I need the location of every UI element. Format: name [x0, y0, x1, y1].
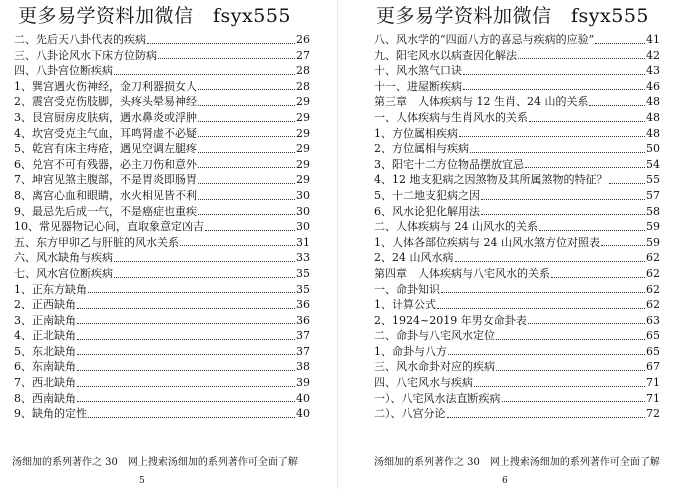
toc-entry-title: 三、风水命卦对应的疾病 [374, 360, 495, 374]
toc-entry-page: 41 [646, 33, 660, 46]
toc-entry-page: 67 [646, 360, 660, 374]
toc-entry-title: 2、1924~2019 年男女命卦表 [374, 313, 527, 327]
toc-entry-page: 40 [296, 391, 310, 405]
dot-leader [463, 89, 645, 90]
dot-leader [474, 386, 645, 387]
dot-leader [447, 417, 646, 418]
dot-leader [114, 277, 295, 278]
toc-entry [374, 313, 660, 329]
toc-entry [14, 328, 310, 344]
toc-entry-title: 六、风水缺角与疾病 [14, 251, 113, 265]
toc-entry-title: 9、最忌先后成一气，不是癌症也重疾 [14, 204, 197, 218]
toc-entry [14, 48, 310, 64]
toc-entry-title: 1、命卦与八方 [374, 344, 447, 358]
toc-entry [14, 63, 310, 79]
dot-leader [88, 417, 295, 418]
toc-entry [374, 219, 660, 235]
toc-entry [374, 328, 660, 344]
dot-leader [198, 167, 295, 168]
toc-entry-page: 46 [646, 79, 660, 93]
toc-entry-page: 48 [646, 110, 660, 124]
toc-entry-page: 48 [646, 95, 660, 109]
toc-entry-page: 40 [296, 407, 310, 421]
toc-entry-title: 5、十二地支犯病之因 [374, 188, 480, 202]
toc-entry-title: 5、乾宫有床主痔疮，遇见空调左腿疼 [14, 142, 197, 156]
dot-leader [205, 230, 295, 231]
dot-leader [441, 292, 645, 293]
dot-leader [589, 105, 645, 106]
toc-entry-title: 8、西南缺角 [14, 391, 76, 405]
toc-entry-title: 8、离宫心血和眼睛，水火相见皆不利 [14, 188, 197, 202]
toc-entry-page: 62 [646, 251, 660, 265]
toc-entry-page: 35 [296, 282, 310, 296]
toc-entry-page: 55 [646, 173, 660, 187]
toc-entry-page: 57 [646, 188, 660, 202]
right-toc-list [374, 32, 660, 422]
toc-entry-page: 29 [296, 157, 310, 171]
right-page [338, 0, 676, 489]
toc-entry-page: 58 [646, 204, 660, 218]
dot-leader [502, 401, 646, 402]
toc-entry-page: 26 [296, 33, 310, 46]
toc-entry-title: 1、人体各部位疾病与 24 山风水煞方位对照表 [374, 235, 600, 249]
dot-leader [147, 43, 295, 44]
toc-entry-page: 65 [646, 329, 660, 343]
dot-leader [198, 121, 295, 122]
toc-entry-title: 10、常见器物记心间，直取象意定凶吉 [14, 220, 204, 234]
right-page-number: 6 [502, 476, 508, 486]
toc-entry-page: 65 [646, 344, 660, 358]
toc-entry-title: 九、阳宅风水以病查因化解法 [374, 48, 517, 62]
toc-entry-title: 四、八宅风水与疾病 [374, 376, 473, 390]
toc-entry [14, 157, 310, 173]
toc-entry-title: 5、东北缺角 [14, 344, 76, 358]
dot-leader [528, 323, 645, 324]
dot-leader [551, 277, 645, 278]
toc-entry-title: 6、风水论犯化解用法 [374, 204, 480, 218]
toc-entry [374, 32, 660, 48]
toc-entry-page: 62 [646, 298, 660, 312]
toc-entry-title: 3、正南缺角 [14, 313, 76, 327]
toc-entry-title: 十一、进屋断疾病 [374, 79, 462, 93]
toc-entry-page: 35 [296, 266, 310, 280]
toc-entry-title: 十、风水煞气口诀 [374, 64, 462, 78]
toc-entry-page: 42 [646, 48, 660, 62]
dot-leader [529, 121, 645, 122]
toc-entry-title: 二、先后天八卦代表的疾病 [14, 33, 146, 46]
toc-entry-title: 7、西北缺角 [14, 376, 76, 390]
toc-entry-title: 三、八卦论风水下床方位防病 [14, 48, 157, 62]
toc-entry-page: 30 [296, 188, 310, 202]
toc-entry-page: 31 [296, 235, 310, 249]
toc-entry-page: 71 [646, 391, 660, 405]
dot-leader [77, 323, 295, 324]
toc-entry-page: 29 [296, 110, 310, 124]
toc-entry-page: 43 [646, 64, 660, 78]
toc-entry-page: 59 [646, 235, 660, 249]
toc-entry-title: 2、震宫受克伤肢脚，头疼头晕易神经 [14, 95, 197, 109]
toc-entry-title: 七、风水宫位断疾病 [14, 266, 113, 280]
dot-leader [481, 199, 645, 200]
toc-entry [374, 344, 660, 360]
dot-leader [601, 245, 645, 246]
toc-entry-page: 72 [646, 407, 660, 421]
toc-entry [14, 141, 310, 157]
toc-entry [374, 157, 660, 173]
toc-entry [14, 375, 310, 391]
toc-entry-title: 3、阳宅十二方位物品摆放宜忌 [374, 157, 524, 171]
toc-entry-page: 36 [296, 313, 310, 327]
toc-entry-page: 29 [296, 126, 310, 140]
dot-leader [77, 339, 295, 340]
toc-entry [374, 406, 660, 422]
toc-entry-page: 29 [296, 95, 310, 109]
dot-leader [437, 308, 645, 309]
toc-entry [14, 235, 310, 251]
toc-entry-title: 4、12 地支犯病之因煞物及其所属煞物的特征？ [374, 173, 608, 187]
toc-entry-title: 一、命卦知识 [374, 282, 440, 296]
right-page-footer: 汤细加的系列著作之 30 网上搜索汤细加的系列著作可全面了解 [374, 457, 660, 468]
toc-entry-page: 36 [296, 298, 310, 312]
dot-leader [77, 308, 295, 309]
toc-entry-title: 五、东方甲卯乙与肝脏的风水关系 [14, 235, 179, 249]
dot-leader [88, 292, 295, 293]
dot-leader [198, 152, 295, 153]
toc-entry-page: 71 [646, 376, 660, 390]
toc-entry-title: 9、缺角的定性 [14, 407, 87, 421]
dot-leader [77, 370, 295, 371]
dot-leader [77, 386, 295, 387]
toc-entry-page: 37 [296, 344, 310, 358]
toc-entry [14, 188, 310, 204]
dot-leader [496, 370, 645, 371]
toc-entry [374, 204, 660, 220]
toc-entry-title: 2、方位属相与疾病 [374, 142, 469, 156]
left-page-footer: 汤细加的系列著作之 30 网上搜索汤细加的系列著作可全面了解 [12, 457, 298, 468]
toc-entry-title: 1、方位属相疾病 [374, 126, 458, 140]
toc-entry [374, 141, 660, 157]
toc-entry [14, 79, 310, 95]
toc-entry-title: 二、命卦与八宅风水定位 [374, 329, 495, 343]
dot-leader [198, 214, 295, 215]
dot-leader [539, 230, 645, 231]
toc-entry [374, 172, 660, 188]
toc-entry [374, 126, 660, 142]
toc-entry-title: 1、巽宫遇火伤神经，金刀利器损女人 [14, 79, 197, 93]
toc-entry [14, 219, 310, 235]
toc-entry-page: 63 [646, 313, 660, 327]
toc-entry-page: 37 [296, 329, 310, 343]
toc-entry-page: 39 [296, 376, 310, 390]
toc-entry [374, 110, 660, 126]
dot-leader [158, 58, 295, 59]
toc-entry-title: 八、风水学的“四面八方的喜忌与疾病的应验” [374, 33, 595, 46]
dot-leader [518, 58, 645, 59]
toc-entry [374, 250, 660, 266]
dot-leader [114, 261, 295, 262]
toc-entry [374, 282, 660, 298]
left-page-number: 5 [139, 476, 145, 486]
toc-entry [374, 63, 660, 79]
toc-entry-title: 1、正东方缺角 [14, 282, 87, 296]
dot-leader [198, 199, 295, 200]
toc-entry-title: 2、正西缺角 [14, 298, 76, 312]
dot-leader [448, 354, 645, 355]
dot-leader [609, 183, 646, 184]
toc-entry-title: 4、正北缺角 [14, 329, 76, 343]
toc-entry-title: 一、人体疾病与生肖风水的关系 [374, 110, 528, 124]
dot-leader [470, 152, 645, 153]
toc-entry-page: 30 [296, 204, 310, 218]
toc-entry-page: 38 [296, 360, 310, 374]
toc-entry-page: 62 [646, 282, 660, 296]
dot-leader [198, 183, 295, 184]
toc-entry [374, 266, 660, 282]
toc-entry [374, 94, 660, 110]
toc-entry [14, 297, 310, 313]
dot-leader [463, 74, 645, 75]
toc-entry [14, 313, 310, 329]
dot-leader [77, 401, 295, 402]
toc-entry [374, 48, 660, 64]
toc-entry-title: 二、人体疾病与 24 山风水的关系 [374, 220, 538, 234]
right-page-header: 更多易学资料加微信 fsyx555 [376, 5, 649, 27]
toc-entry [14, 32, 310, 48]
toc-entry-title: 四、八卦宫位断疾病 [14, 64, 113, 78]
toc-entry [14, 204, 310, 220]
toc-entry [374, 359, 660, 375]
toc-entry [374, 297, 660, 313]
toc-entry-title: 6、兑宫不可有残器，必主刀伤和意外 [14, 157, 197, 171]
dot-leader [481, 214, 645, 215]
toc-entry [14, 406, 310, 422]
toc-entry-page: 50 [646, 142, 660, 156]
dot-leader [114, 74, 295, 75]
toc-entry-title: 第四章 人体疾病与八宅风水的关系 [374, 266, 550, 280]
toc-entry [14, 344, 310, 360]
dot-leader [77, 354, 295, 355]
toc-entry [374, 79, 660, 95]
toc-entry [374, 235, 660, 251]
dot-leader [455, 261, 646, 262]
toc-entry [374, 391, 660, 407]
dot-leader [459, 136, 645, 137]
left-page-header: 更多易学资料加微信 fsyx555 [18, 5, 291, 27]
toc-entry-page: 29 [296, 173, 310, 187]
toc-entry-title: 2、24 山风水病 [374, 251, 454, 265]
dot-leader [180, 245, 295, 246]
toc-entry-page: 59 [646, 220, 660, 234]
toc-entry-title: 二）、八宫分论 [374, 407, 446, 421]
toc-entry-page: 54 [646, 157, 660, 171]
toc-entry-title: 1、计算公式 [374, 298, 436, 312]
toc-entry-title: 6、东南缺角 [14, 360, 76, 374]
toc-entry-title: 一）、八宅风水法直断疾病 [374, 391, 501, 405]
toc-entry-title: 第三章 人体疾病与 12 生肖、24 山的关系 [374, 95, 589, 109]
toc-entry-page: 27 [296, 48, 310, 62]
toc-entry-page: 28 [296, 64, 310, 78]
dot-leader [198, 136, 295, 137]
dot-leader [525, 167, 645, 168]
toc-entry-page: 62 [646, 266, 660, 280]
dot-leader [595, 43, 645, 44]
toc-entry [14, 282, 310, 298]
toc-entry [14, 250, 310, 266]
toc-entry-title: 4、坎宫受克主气血，耳鸣肾虚不必疑 [14, 126, 197, 140]
toc-entry [14, 126, 310, 142]
toc-entry [14, 359, 310, 375]
toc-entry-page: 33 [296, 251, 310, 265]
toc-entry [14, 172, 310, 188]
toc-entry [14, 110, 310, 126]
toc-entry-title: 7、坤宫见煞主腹部，不是胃炎即肠胃 [14, 173, 197, 187]
toc-entry [14, 266, 310, 282]
left-toc-list [14, 32, 310, 422]
toc-entry-page: 48 [646, 126, 660, 140]
toc-entry [14, 391, 310, 407]
toc-entry-page: 28 [296, 79, 310, 93]
toc-entry [374, 375, 660, 391]
toc-entry [14, 94, 310, 110]
dot-leader [496, 339, 645, 340]
dot-leader [198, 105, 295, 106]
dot-leader [198, 89, 295, 90]
toc-entry-page: 29 [296, 142, 310, 156]
toc-entry-page: 30 [296, 220, 310, 234]
toc-entry-title: 3、艮宫厨房皮肤病，遇水鼻炎或浮肿 [14, 110, 197, 124]
toc-entry [374, 188, 660, 204]
